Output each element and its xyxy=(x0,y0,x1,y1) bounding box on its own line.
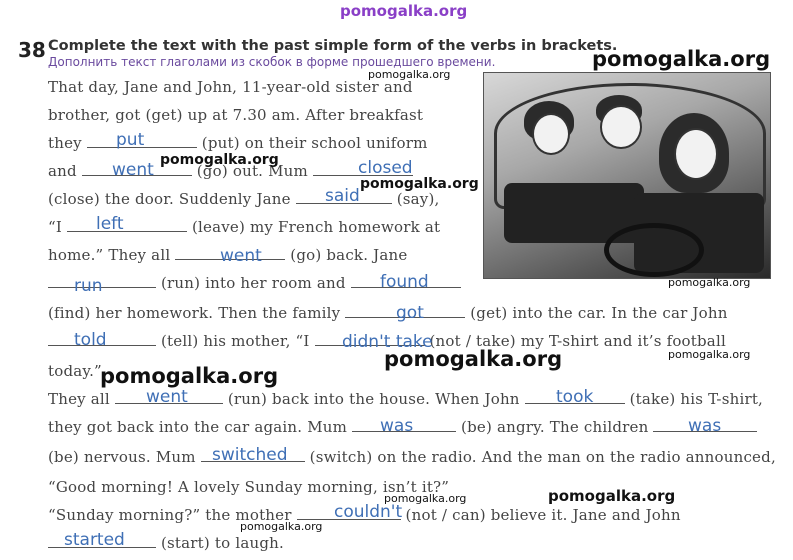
answer-blank[interactable] xyxy=(67,221,187,232)
answer-found: found xyxy=(380,272,429,292)
instruction-translation: Дополнить текст глаголами из скобок в форме прошедшего времени. xyxy=(48,55,496,69)
watermark: pomogalka.org xyxy=(668,348,751,361)
exercise-instruction: Complete the text with the past simple form of the verbs in brackets. xyxy=(48,38,618,54)
watermark: pomogalka.org xyxy=(100,364,279,388)
steering-wheel xyxy=(604,223,704,277)
girl-head xyxy=(532,113,570,155)
answer-got: got xyxy=(396,303,424,323)
text-segment: (leave) my French homework at xyxy=(191,218,441,236)
answer-was-2: was xyxy=(688,416,722,436)
text-segment: (not / can) believe it. Jane and John xyxy=(405,506,681,524)
answer-went-1: went xyxy=(112,160,154,180)
exercise-number: 38 xyxy=(18,38,46,62)
text-segment: (close) the door. Suddenly Jane xyxy=(48,190,291,208)
text-segment: “Sunday morning?” the mother xyxy=(48,506,292,524)
car-family-illustration xyxy=(483,72,771,279)
text-segment: (get) into the car. In the car John xyxy=(470,304,728,322)
text-segment: (tell) his mother, “I xyxy=(160,332,310,350)
answer-told: told xyxy=(74,330,107,350)
text-line-11: today.” xyxy=(48,362,102,380)
text-line-1: That day, Jane and John, 11-year-old sister and xyxy=(48,78,413,96)
text-segment: they xyxy=(48,134,82,152)
answer-couldnt: couldn't xyxy=(334,502,403,522)
text-segment: home.” They all xyxy=(48,246,171,264)
text-segment: (take) his T-shirt, xyxy=(629,390,764,408)
watermark: pomogalka.org xyxy=(360,176,479,192)
watermark: pomogalka.org xyxy=(240,520,323,533)
answer-run: run xyxy=(74,276,103,296)
text-segment: (start) to laugh. xyxy=(160,534,284,552)
text-segment: (switch) on the radio. And the man on the radio announced, xyxy=(309,448,776,466)
text-segment: They all xyxy=(48,390,110,408)
boy-head xyxy=(600,105,642,149)
text-segment: (say), xyxy=(396,190,440,208)
answer-didnt-take: didn't take xyxy=(342,332,433,352)
watermark: pomogalka.org xyxy=(384,492,467,505)
text-line-2: brother, got (get) up at 7.30 am. After breakfast xyxy=(48,106,424,124)
answer-closed: closed xyxy=(358,158,413,178)
text-segment: (put) on their school uniform xyxy=(201,134,428,152)
answer-put: put xyxy=(116,130,145,150)
answer-went-3: went xyxy=(146,387,188,407)
text-line-15: “Good morning! A lovely Sunday morning, isn’t it?” xyxy=(48,478,450,496)
watermark: pomogalka.org xyxy=(668,276,751,289)
text-line-5 xyxy=(48,190,439,208)
text-segment: (be) angry. The children xyxy=(461,418,649,436)
text-segment: (be) nervous. Mum xyxy=(48,448,196,466)
text-segment: (run) into her room and xyxy=(160,274,346,292)
watermark: pomogalka.org xyxy=(368,68,451,81)
watermark: pomogalka.org xyxy=(548,487,676,505)
text-segment: (not / take) my T-shirt and it’s football xyxy=(429,332,726,350)
text-segment: (go) out. Mum xyxy=(196,162,308,180)
watermark: pomogalka.org xyxy=(384,347,563,371)
answer-was-1: was xyxy=(380,416,414,436)
text-line-14 xyxy=(48,448,776,466)
watermark: pomogalka.org xyxy=(592,47,771,71)
text-segment: (run) back into the house. When John xyxy=(227,390,520,408)
answer-went-2: went xyxy=(220,246,262,266)
mother-head xyxy=(674,128,718,180)
text-segment: (go) back. Jane xyxy=(290,246,408,264)
header-site-link[interactable]: pomogalka.org xyxy=(340,2,468,20)
watermark: pomogalka.org xyxy=(160,152,279,168)
text-segment: they got back into the car again. Mum xyxy=(48,418,348,436)
text-line-9 xyxy=(48,304,728,322)
text-segment: and xyxy=(48,162,77,180)
answer-said: said xyxy=(325,186,360,206)
text-segment: (find) her homework. Then the family xyxy=(48,304,341,322)
answer-took: took xyxy=(556,387,594,407)
text-line-3 xyxy=(48,134,428,152)
answer-left: left xyxy=(96,214,124,234)
text-segment: “I xyxy=(48,218,62,236)
answer-started: started xyxy=(64,530,125,550)
answer-switched: switched xyxy=(212,445,288,465)
